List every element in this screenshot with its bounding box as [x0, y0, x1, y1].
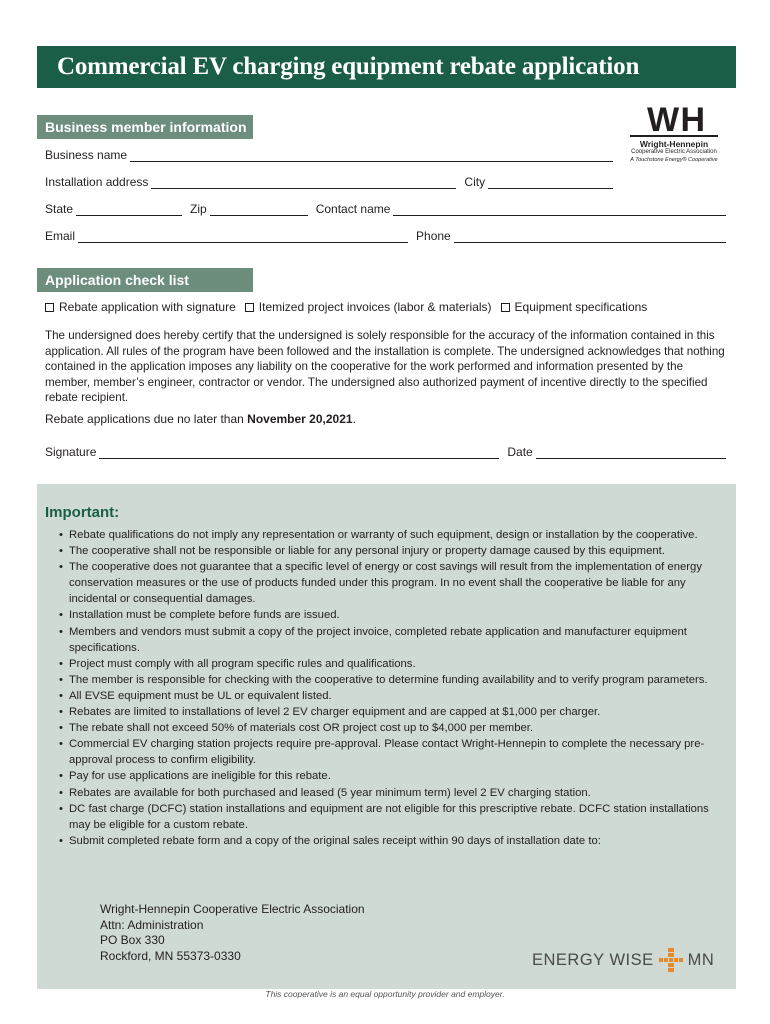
important-title: Important: — [45, 504, 120, 521]
list-item: • The cooperative does not guarantee that a specific level of energy or cost savings will result from the implementation of energy conservation measures or the use of products funded under this program. In no event shall the cooperative be liable for any incidental or consequential damages. — [59, 559, 727, 607]
checklist-item-label: Equipment specifications — [514, 300, 648, 314]
list-item: • All EVSE equipment must be UL or equivalent listed. — [59, 688, 727, 704]
list-item: • Pay for use applications are ineligible for this rebate. — [59, 768, 727, 784]
mailing-address — [100, 902, 365, 964]
email-label: Email — [45, 229, 76, 243]
date-label: Date — [507, 445, 533, 459]
date-field[interactable] — [536, 447, 726, 459]
list-item: • Rebates are limited to installations of level 2 EV charger equipment and are capped at $1,000 per charger. — [59, 704, 727, 720]
address-line: Wright-Hennepin Cooperative Electric Association — [100, 902, 365, 916]
list-item: • The cooperative shall not be responsible or liable for any personal injury or property damage caused by this equipment. — [59, 543, 727, 559]
contact-name-field[interactable] — [393, 204, 726, 216]
wright-hennepin-logo — [624, 100, 724, 168]
state-field[interactable] — [76, 204, 182, 216]
due-date-line — [45, 412, 356, 426]
list-item: • The rebate shall not exceed 50% of materials cost OR project cost up to $4,000 per member. — [59, 720, 727, 736]
signature-field[interactable] — [99, 447, 499, 459]
page-title: Commercial EV charging equipment rebate application — [57, 53, 640, 80]
due-date-prefix: Rebate applications due no later than — [45, 412, 248, 426]
logo-name: Wright-Hennepin — [639, 139, 709, 149]
address-line: Rockford, MN 55373-0330 — [100, 948, 241, 963]
list-item: • Installation must be complete before funds are issued. — [59, 607, 727, 623]
signature-label: Signature — [45, 445, 97, 459]
list-item: • Rebate qualifications do not imply any representation or warranty of such equipment, design or installation by the cooperative. — [59, 527, 727, 543]
invoices-checkbox[interactable] — [245, 303, 254, 312]
city-label: City — [464, 175, 486, 189]
installation-address-label: Installation address — [45, 175, 149, 189]
signature-checkbox[interactable] — [45, 303, 54, 312]
business-name-row — [45, 146, 613, 162]
important-box — [37, 484, 736, 989]
zip-label: Zip — [190, 202, 207, 216]
energy-wise-mn-logo — [532, 948, 714, 972]
footer-text: This cooperative is an equal opportunity provider and employer. — [265, 989, 505, 999]
important-list — [59, 527, 727, 849]
checklist-item-invoices[interactable] — [245, 300, 492, 314]
checklist-section-header: Application check list — [37, 268, 253, 292]
address-line: PO Box 330 — [100, 933, 165, 948]
address-row — [45, 173, 613, 189]
checklist-item-specifications[interactable] — [501, 300, 648, 314]
address-line: Attn: Administration — [100, 917, 204, 932]
due-date-suffix: . — [352, 412, 356, 426]
signature-date-row — [45, 443, 726, 459]
list-item: • DC fast charge (DCFC) station installations and equipment are not eligible for this prescriptive rebate. DCFC station installations may be eligible for a custom rebate. — [59, 801, 727, 833]
checklist-item-label: Itemized project invoices (labor & materials) — [258, 300, 492, 314]
energy-wise-text: ENERGY WISE — [532, 950, 654, 969]
email-phone-row — [45, 227, 726, 243]
contact-name-label: Contact name — [315, 202, 391, 216]
checklist-item-label: Rebate application with signature — [59, 300, 236, 314]
city-field[interactable] — [488, 177, 613, 189]
energy-wise-mn-text: MN — [687, 950, 715, 969]
business-name-field[interactable] — [130, 150, 613, 162]
list-item: • Members and vendors must submit a copy of the project invoice, completed rebate application and manufacturer equipment specifications. — [59, 624, 727, 656]
zip-field[interactable] — [210, 204, 308, 216]
list-item: • Commercial EV charging station projects require pre-approval. Please contact Wright-Hennepin to complete the necessary pre-approval process to confirm eligibility. — [59, 736, 727, 768]
state-zip-contact-row — [45, 200, 726, 216]
logo-subtitle: Cooperative Electric Association — [631, 149, 717, 155]
list-item: • Project must comply with all program specific rules and qualifications. — [59, 656, 727, 672]
installation-address-field[interactable] — [151, 177, 456, 189]
due-date: November 20,2021 — [247, 412, 353, 426]
business-name-label: Business name — [45, 148, 128, 162]
list-item: • Rebates are available for both purchased and leased (5 year minimum term) level 2 EV charging station. — [59, 785, 727, 801]
wh-logo-mark-icon — [624, 100, 724, 140]
phone-field[interactable] — [454, 231, 726, 243]
email-field[interactable] — [78, 231, 408, 243]
logo-mark: W H — [646, 101, 702, 139]
specifications-checkbox[interactable] — [501, 303, 510, 312]
certification-text: The undersigned does hereby certify that the undersigned is solely responsible for the accuracy of the information contained in this application. All rules of the program have been followed and the installation is complete. The undersigned acknowledges that nothing contained in the application imposes any liability on the cooperative for the work performed and information presented by the member, member’s engineer, contractor or vendor. The undersigned also authorized payment of incentive directly to the specified rebate recipient. — [45, 329, 725, 405]
list-item: • The member is responsible for checking with the cooperative to determine funding availability and to verify program parameters. — [59, 672, 727, 688]
title-bar — [37, 46, 736, 88]
state-label: State — [45, 202, 74, 216]
checklist-items — [45, 300, 647, 314]
energy-wise-plug-icon — [659, 948, 683, 972]
checklist-item-signature[interactable] — [45, 300, 236, 314]
list-item: • Submit completed rebate form and a copy of the original sales receipt within 90 days of installation date to: — [59, 833, 727, 849]
logo-tagline: A Touchstone Energy® Cooperative — [630, 157, 718, 163]
phone-label: Phone — [416, 229, 451, 243]
business-section-header: Business member information — [37, 115, 253, 139]
